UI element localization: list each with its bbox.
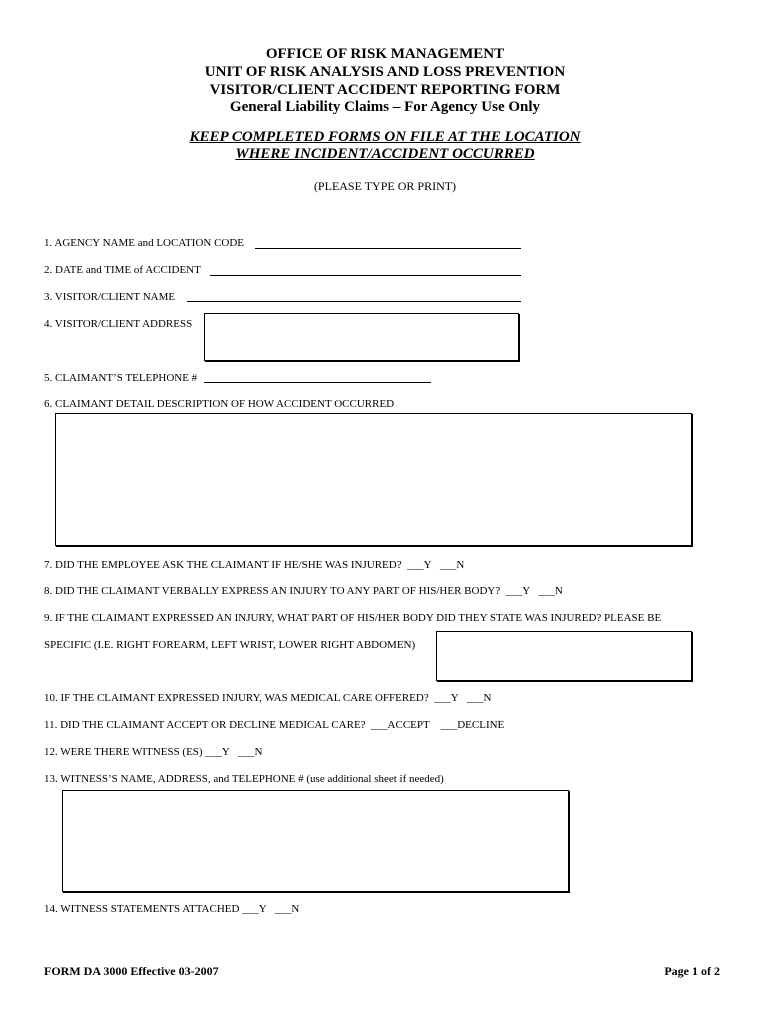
q2-label: 2. DATE and TIME of ACCIDENT	[44, 264, 201, 276]
q14-yes-option[interactable]: ___Y	[242, 903, 267, 915]
q12-no-option[interactable]: ___N	[238, 746, 263, 758]
notice-line-2: WHERE INCIDENT/ACCIDENT OCCURRED	[235, 146, 535, 162]
q10-no-option[interactable]: ___N	[466, 692, 492, 704]
q1-answer-line[interactable]	[255, 248, 521, 249]
q14-label: 14. WITNESS STATEMENTS ATTACHED ___Y ___N	[44, 903, 300, 915]
q8-label: 8. DID THE CLAIMANT VERBALLY EXPRESS AN INJURY TO ANY PART OF HIS/HER BODY? ___Y ___N	[44, 585, 563, 597]
q1-label: 1. AGENCY NAME and LOCATION CODE	[44, 237, 245, 249]
q11-decline-option[interactable]: ___DECLINE	[440, 719, 505, 731]
q12-label: 12. WERE THERE WITNESS (ES) ___Y ___N	[44, 746, 263, 758]
q11-accept-option[interactable]: ___ACCEPT	[371, 719, 430, 731]
q4-label: 4. VISITOR/CLIENT ADDRESS	[44, 318, 193, 330]
q9-injury-box[interactable]	[436, 631, 692, 681]
header-line-2: UNIT OF RISK ANALYSIS AND LOSS PREVENTION	[204, 64, 566, 80]
q12-yes-option[interactable]: ___Y	[205, 746, 230, 758]
q6-description-box[interactable]	[55, 413, 692, 546]
q4-address-box[interactable]	[204, 313, 519, 361]
instruction-text: (PLEASE TYPE OR PRINT)	[313, 179, 457, 193]
q9-label-line-1: 9. IF THE CLAIMANT EXPRESSED AN INJURY, WHAT PART OF HIS/HER BODY DID THEY STATE WAS INJURED? PLEASE BE	[44, 612, 662, 624]
q7-label: 7. DID THE EMPLOYEE ASK THE CLAIMANT IF HE/SHE WAS INJURED? ___Y ___N	[44, 559, 465, 571]
notice-line-1: KEEP COMPLETED FORMS ON FILE AT THE LOCATION	[189, 129, 581, 145]
form-title: VISITOR/CLIENT ACCIDENT REPORTING FORM	[209, 82, 561, 98]
form-subtitle: General Liability Claims – For Agency Use Only	[229, 99, 541, 115]
q11-label: 11. DID THE CLAIMANT ACCEPT OR DECLINE MEDICAL CARE? ___ACCEPT ___DECLINE	[44, 719, 505, 731]
header-line-1: OFFICE OF RISK MANAGEMENT	[265, 46, 505, 62]
q7-no-option[interactable]: ___N	[439, 559, 465, 571]
q3-label: 3. VISITOR/CLIENT NAME	[44, 291, 176, 303]
q10-label: 10. IF THE CLAIMANT EXPRESSED INJURY, WAS MEDICAL CARE OFFERED? ___Y ___N	[44, 692, 492, 704]
q5-label: 5. CLAIMANT’S TELEPHONE #	[44, 372, 198, 384]
q14-no-option[interactable]: ___N	[274, 903, 300, 915]
q8-no-option[interactable]: ___N	[538, 585, 563, 597]
q8-yes-option[interactable]: ___Y	[505, 585, 531, 597]
q7-yes-option[interactable]: ___Y	[407, 559, 432, 571]
q5-answer-line[interactable]	[204, 382, 431, 383]
q13-label: 13. WITNESS’S NAME, ADDRESS, and TELEPHONE # (use additional sheet if needed)	[44, 773, 444, 785]
page-number: Page 1 of 2	[664, 964, 720, 978]
q6-label: 6. CLAIMANT DETAIL DESCRIPTION OF HOW ACCIDENT OCCURRED	[44, 398, 395, 410]
q2-answer-line[interactable]	[210, 275, 521, 276]
q3-answer-line[interactable]	[187, 301, 521, 302]
form-id: FORM DA 3000 Effective 03-2007	[44, 964, 219, 978]
q10-yes-option[interactable]: ___Y	[434, 692, 459, 704]
q13-witness-box[interactable]	[62, 790, 569, 892]
q9-label-line-2: SPECIFIC (I.E. RIGHT FOREARM, LEFT WRIST, LOWER RIGHT ABDOMEN)	[44, 639, 416, 651]
